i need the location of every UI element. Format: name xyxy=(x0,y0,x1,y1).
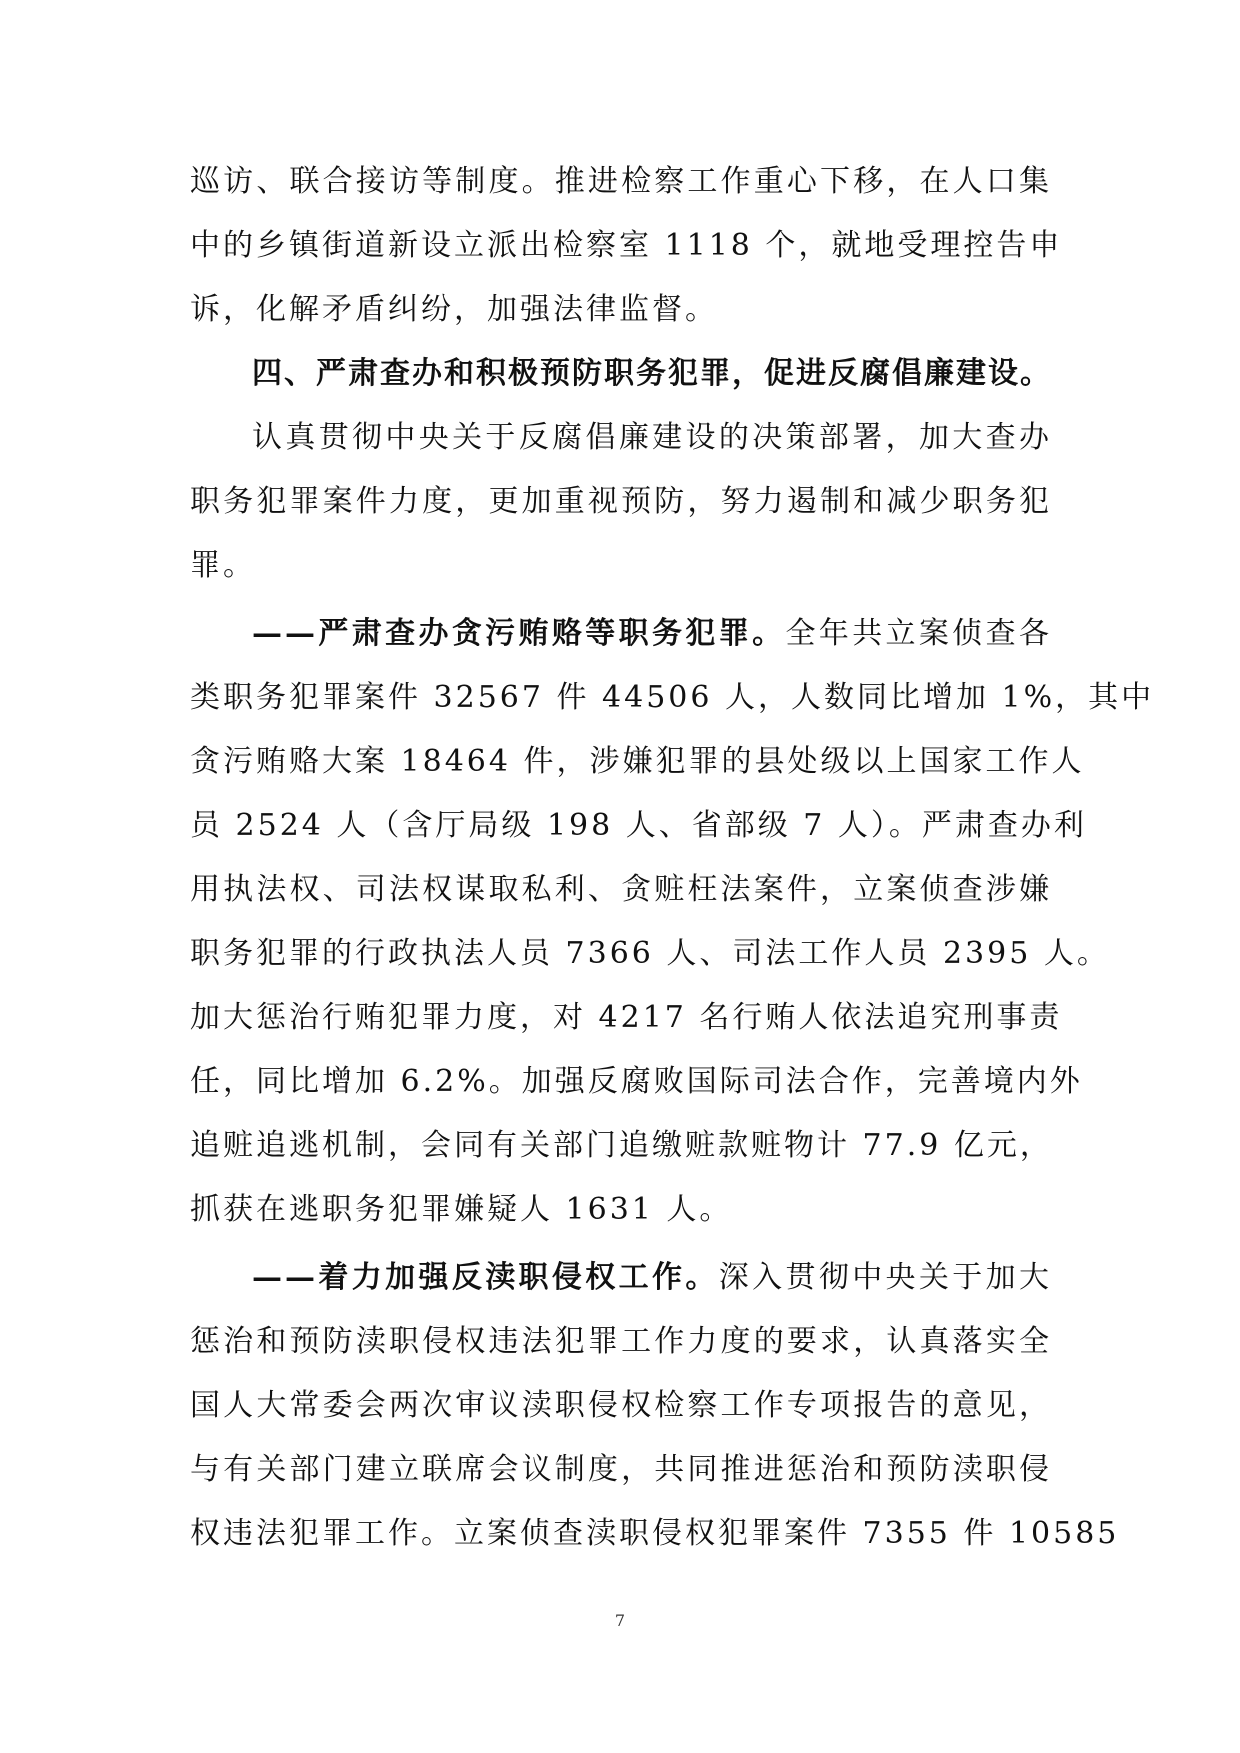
text-line-with-lead xyxy=(190,1246,1052,1310)
text-segment: 深入贯彻中央关于加大 xyxy=(718,1260,1053,1295)
text-line: 与有关部门建立联席会议制度，共同推进惩治和预防渎职侵 xyxy=(190,1452,1052,1487)
text-line: 类职务犯罪案件 32567 件 44506 人，人数同比增加 1%，其中 xyxy=(190,680,1155,715)
text-line: 权违法犯罪工作。立案侦查渎职侵权犯罪案件 7355 件 10585 xyxy=(190,1516,1120,1551)
text-line: 认真贯彻中央关于反腐倡廉建设的决策部署，加大查办 xyxy=(252,420,1052,455)
section-heading: 四、严肃查办和积极预防职务犯罪，促进反腐倡廉建设。 xyxy=(252,356,1052,391)
paragraph-4 xyxy=(190,1246,1120,1566)
text-line: 诉，化解矛盾纠纷，加强法律监督。 xyxy=(190,292,718,327)
document-page xyxy=(190,150,1155,1566)
text-line: 职务犯罪案件力度，更加重视预防，努力遏制和减少职务犯 xyxy=(190,484,1052,519)
text-line: 惩治和预防渎职侵权违法犯罪工作力度的要求，认真落实全 xyxy=(190,1324,1052,1359)
text-line: 任，同比增加 6.2%。加强反腐败国际司法合作，完善境内外 xyxy=(190,1064,1083,1099)
paragraph-3 xyxy=(190,602,1155,1242)
text-line: 加大惩治行贿犯罪力度，对 4217 名行贿人依法追究刑事责 xyxy=(190,1000,1063,1035)
paragraph-2 xyxy=(190,406,1052,598)
text-line: 职务犯罪的行政执法人员 7366 人、司法工作人员 2395 人。 xyxy=(190,936,1110,971)
text-line: 巡访、联合接访等制度。推进检察工作重心下移，在人口集 xyxy=(190,164,1052,199)
text-line: 员 2524 人（含厅局级 198 人、省部级 7 人）。严肃查办利 xyxy=(190,808,1087,843)
text-segment: 全年共立案侦查各 xyxy=(785,616,1053,651)
text-line: 中的乡镇街道新设立派出检察室 1118 个，就地受理控告申 xyxy=(190,228,1063,263)
page-number: 7 xyxy=(614,1611,626,1630)
text-line: 用执法权、司法权谋取私利、贪赃枉法案件，立案侦查涉嫌 xyxy=(190,872,1052,907)
paragraph-lead: ——着力加强反渎职侵权工作。 xyxy=(252,1260,719,1295)
paragraph-1 xyxy=(190,150,1063,342)
text-line: 罪。 xyxy=(190,548,256,583)
text-line: 贪污贿赂大案 18464 件，涉嫌犯罪的县处级以上国家工作人 xyxy=(190,744,1085,779)
text-line: 国人大常委会两次审议渎职侵权检察工作专项报告的意见， xyxy=(190,1388,1052,1423)
paragraph-lead: ——严肃查办贪污贿赂等职务犯罪。 xyxy=(252,616,786,651)
text-line: 追赃追逃机制，会同有关部门追缴赃款赃物计 77.9 亿元， xyxy=(190,1128,1053,1163)
text-line: 抓获在逃职务犯罪嫌疑人 1631 人。 xyxy=(190,1192,733,1227)
text-line-with-lead xyxy=(190,602,1052,666)
